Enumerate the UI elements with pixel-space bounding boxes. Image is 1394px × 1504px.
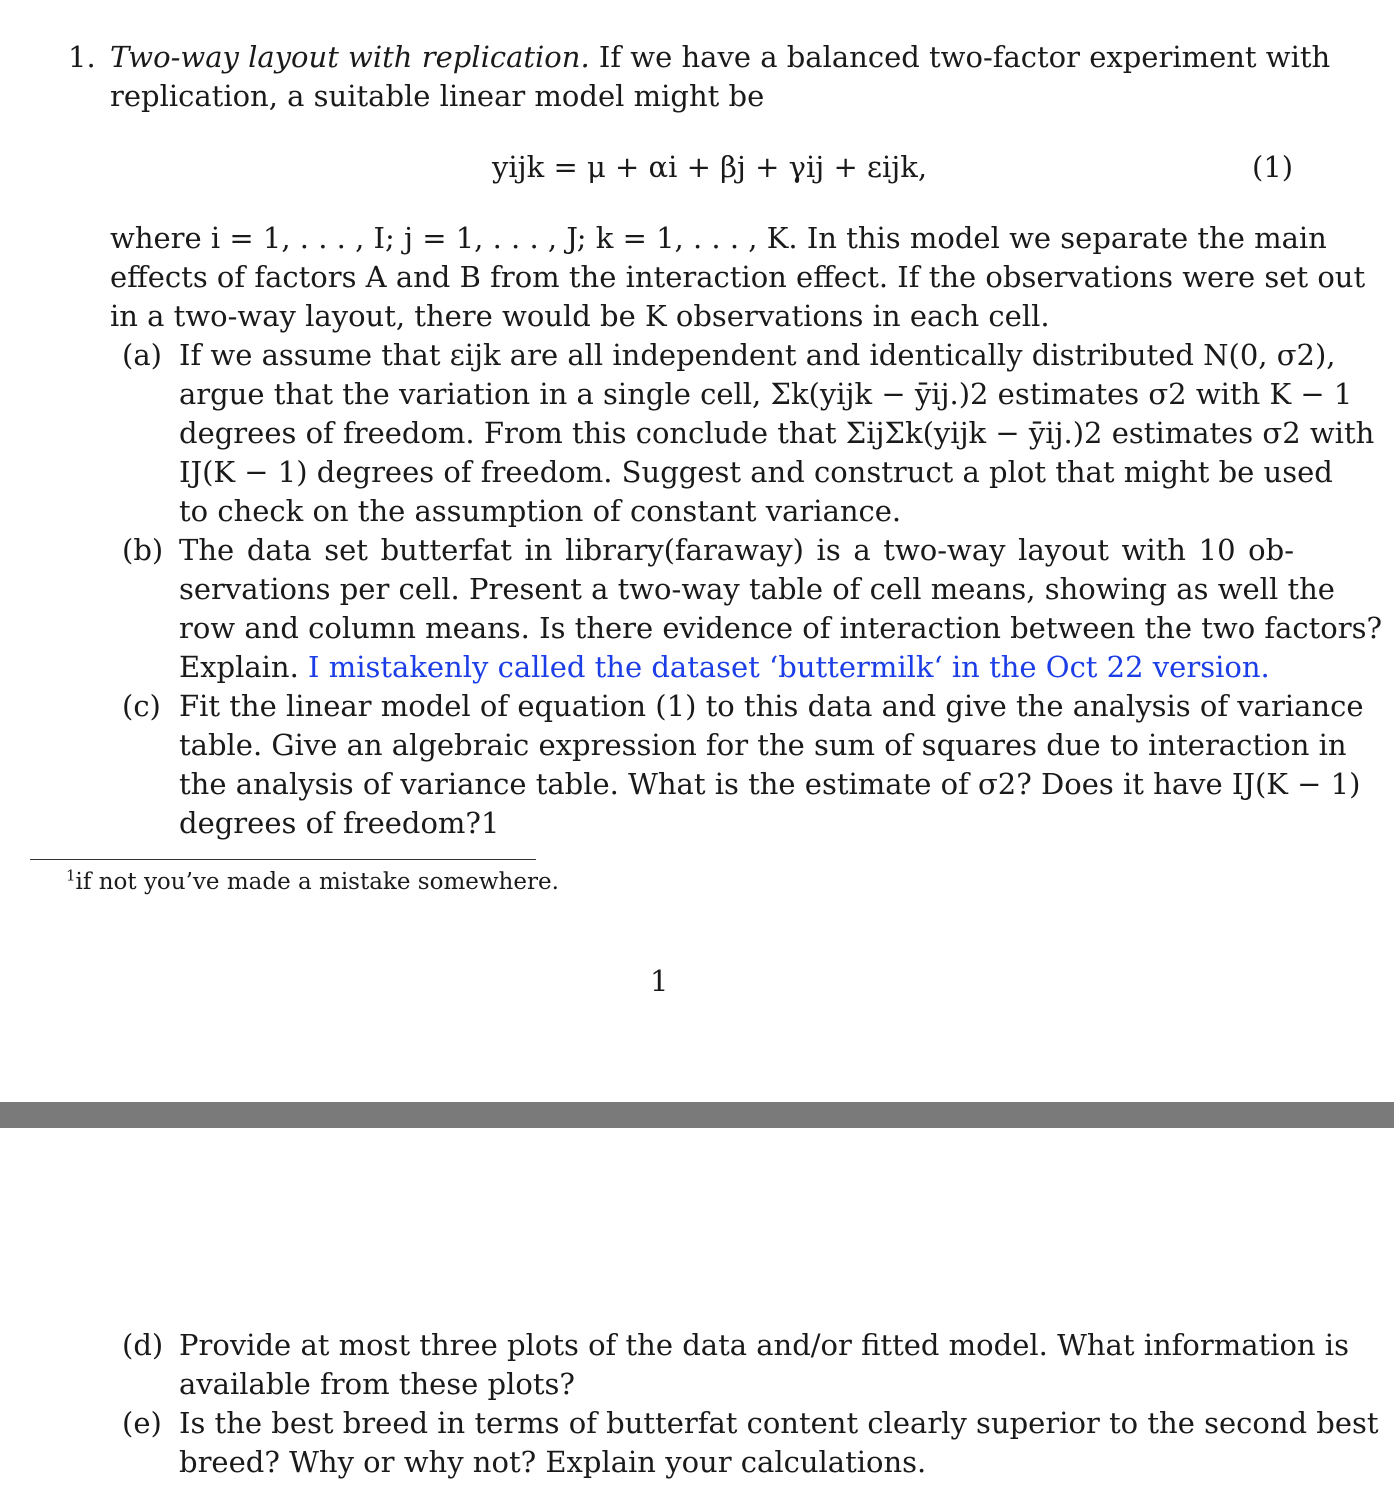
part-c-line-2: table. Give an algebraic expression for the sum of squares due to interaction in [179,728,1347,762]
document-page-2 [0,1128,1394,1504]
part-b-line-4: Explain. I mistakenly called the dataset ‘buttermilk‘ in the Oct 22 version. [179,650,1270,684]
body-line-2: effects of factors A and B from the interaction effect. If the observations were set out [110,260,1366,294]
part-a-line-4: IJ(K − 1) degrees of freedom. Suggest and construct a plot that might be used [179,455,1333,489]
part-d-label: (d) [122,1328,164,1362]
body-line-1: where i = 1, . . . , I; j = 1, . . . , J; k = 1, . . . , K. In this model we separate the main [110,221,1327,255]
part-c-line-4: degrees of freedom?1 [179,806,500,840]
part-b-label: (b) [122,533,164,567]
problem-title: Two-way layout with replication. [110,40,590,74]
part-b-line-1: The data set butterfat in library(faraway) is a two-way layout with 10 ob- [179,533,1294,567]
part-a-label: (a) [122,338,162,372]
page-separator [0,1102,1394,1128]
page-number: 1 [650,964,669,998]
part-c-label: (c) [122,689,161,723]
part-b-line-3: row and column means. Is there evidence of interaction between the two factors? [179,611,1383,645]
problem-number: 1. [68,40,96,74]
body-line-3: in a two-way layout, there would be K observations in each cell. [110,299,1050,333]
part-d-line-1: Provide at most three plots of the data and/or fitted model. What information is [179,1328,1349,1362]
equation-number: (1) [1252,150,1294,184]
part-b-line-2: servations per cell. Present a two-way table of cell means, showing as well the [179,572,1335,606]
footnote-mark: 1 [66,866,76,885]
part-e-line-1: Is the best breed in terms of butterfat content clearly superior to the second best [179,1406,1379,1440]
part-e-label: (e) [122,1406,162,1440]
part-e-line-2: breed? Why or why not? Explain your calculations. [179,1445,927,1479]
footnote-rule [30,859,536,860]
part-c-line-1: Fit the linear model of equation (1) to this data and give the analysis of variance [179,689,1364,723]
part-c-line-3: the analysis of variance table. What is the estimate of σ2? Does it have IJ(K − 1) [179,767,1361,801]
correction-note: I mistakenly called the dataset ‘buttermilk‘ in the Oct 22 version. [308,650,1270,684]
part-a-line-3: degrees of freedom. From this conclude that ΣijΣk(yijk − ȳij.)2 estimates σ2 with [179,416,1375,450]
problem-intro-line-2: replication, a suitable linear model might be [110,79,765,113]
part-a-line-5: to check on the assumption of constant variance. [179,494,902,528]
problem-intro-line-1: Two-way layout with replication. If we have a balanced two-factor experiment with [110,40,1331,74]
part-a-line-2: argue that the variation in a single cell, Σk(yijk − ȳij.)2 estimates σ2 with K − 1 [179,377,1353,411]
part-d-line-2: available from these plots? [179,1367,575,1401]
model-equation: yijk = μ + αi + βj + γij + εijk, [492,150,928,184]
part-a-line-1: If we assume that εijk are all independent and identically distributed N(0, σ2), [179,338,1336,372]
footnote: $^1$if not you’ve made a mistake somewhere. [66,866,559,895]
